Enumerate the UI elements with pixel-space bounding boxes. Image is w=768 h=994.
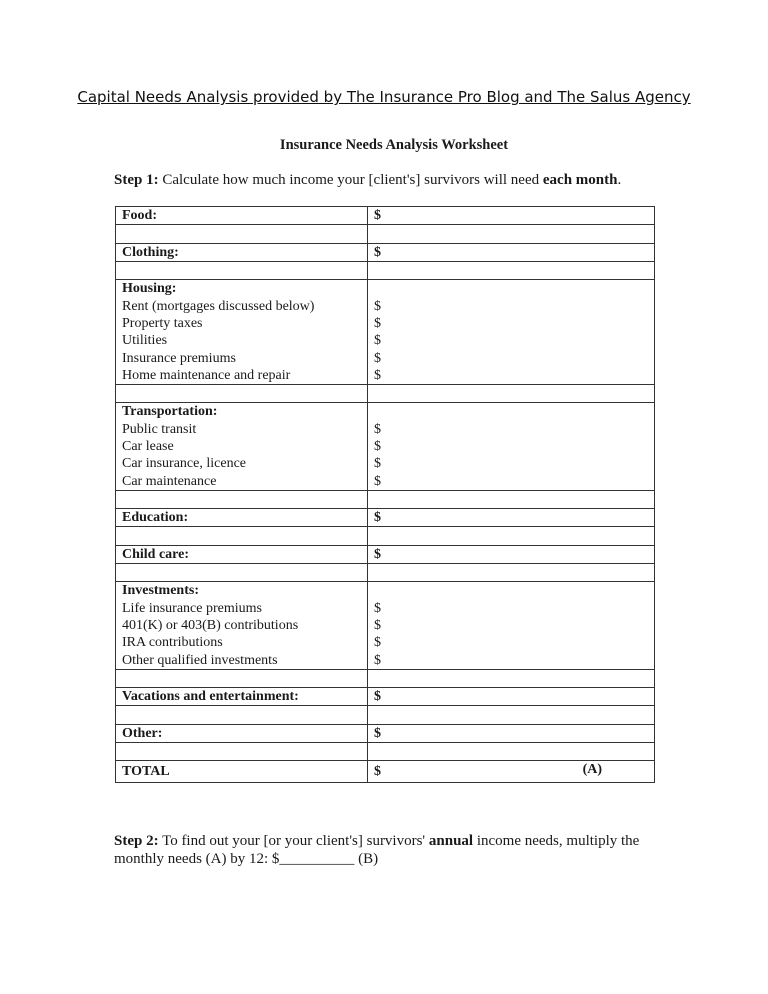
row-property-taxes-value[interactable]: $ (368, 315, 655, 332)
row-other-label: Other: (116, 724, 368, 742)
row-public-transit (116, 421, 655, 438)
row-investments-heading-value (368, 582, 655, 600)
row-life-insurance-premiums (116, 600, 655, 617)
row-other (116, 724, 655, 742)
row-ira-contributions (116, 634, 655, 651)
row-other-value[interactable]: $ (368, 724, 655, 742)
row-clothing-label: Clothing: (116, 243, 368, 261)
spacer-row-label (116, 742, 368, 760)
spacer-row (116, 225, 655, 243)
row-rent-mortgages-discussed-below (116, 297, 655, 314)
row-education-value[interactable]: $ (368, 509, 655, 527)
row-car-maintenance-label: Car maintenance (116, 472, 368, 490)
row-ira-contributions-value[interactable]: $ (368, 634, 655, 651)
row-car-lease (116, 438, 655, 455)
row-food-label: Food: (116, 207, 368, 225)
step1-end: . (617, 172, 622, 188)
row-rent-mortgages-discussed-below-value[interactable]: $ (368, 297, 655, 314)
row-401-k-or-403-b-contributions-value[interactable]: $ (368, 617, 655, 634)
spacer-row-label (116, 669, 368, 687)
row-insurance-premiums-label: Insurance premiums (116, 349, 368, 366)
row-investments-heading-label: Investments: (116, 582, 368, 600)
row-other-qualified-investments-label: Other qualified investments (116, 651, 368, 669)
spacer-row (116, 527, 655, 545)
spacer-row-label (116, 261, 368, 279)
row-food (116, 207, 655, 225)
spacer-row-label (116, 490, 368, 508)
spacer-row-value (368, 563, 655, 581)
row-home-maintenance-and-repair-value[interactable]: $ (368, 367, 655, 385)
spacer-row-value (368, 742, 655, 760)
worksheet-table (115, 206, 655, 783)
spacer-row-value (368, 384, 655, 402)
row-housing-heading (116, 280, 655, 298)
spacer-row-label (116, 706, 368, 724)
spacer-row-label (116, 563, 368, 581)
row-car-insurance-licence (116, 455, 655, 472)
row-housing-heading-value (368, 280, 655, 298)
spacer-row-value (368, 669, 655, 687)
spacer-row (116, 261, 655, 279)
row-transportation-heading-value (368, 403, 655, 421)
row-public-transit-value[interactable]: $ (368, 421, 655, 438)
row-total-value[interactable]: $ (A) (368, 761, 655, 783)
row-life-insurance-premiums-label: Life insurance premiums (116, 600, 368, 617)
step2-text-part2: income needs, multiply the monthly needs (A) by 12: $__________ (B) (114, 833, 640, 867)
spacer-row (116, 384, 655, 402)
worksheet-title: Insurance Needs Analysis Worksheet (279, 137, 509, 153)
spacer-row-value (368, 527, 655, 545)
total-marker-a: (A) (582, 762, 602, 778)
step2-label: Step 2: (114, 833, 159, 849)
step1-label: Step 1: (114, 172, 159, 188)
row-car-maintenance-value[interactable]: $ (368, 472, 655, 490)
row-car-insurance-licence-label: Car insurance, licence (116, 455, 368, 472)
spacer-row (116, 669, 655, 687)
row-transportation-heading-label: Transportation: (116, 403, 368, 421)
row-car-insurance-licence-value[interactable]: $ (368, 455, 655, 472)
row-education-label: Education: (116, 509, 368, 527)
step2-instruction (114, 832, 674, 868)
row-property-taxes (116, 315, 655, 332)
step1-emphasis: each month (542, 172, 618, 188)
row-other-qualified-investments (116, 651, 655, 669)
row-food-value[interactable]: $ (368, 207, 655, 225)
row-utilities-label: Utilities (116, 332, 368, 349)
row-total-label: TOTAL (116, 761, 368, 783)
row-401-k-or-403-b-contributions-label: 401(K) or 403(B) contributions (116, 617, 368, 634)
row-public-transit-label: Public transit (116, 421, 368, 438)
step1-instruction (114, 172, 621, 189)
row-ira-contributions-label: IRA contributions (116, 634, 368, 651)
spacer-row (116, 563, 655, 581)
row-vacations-and-entertainment (116, 688, 655, 706)
spacer-row-value (368, 490, 655, 508)
row-other-qualified-investments-value[interactable]: $ (368, 651, 655, 669)
step2-emphasis: annual (428, 833, 474, 849)
row-child-care (116, 545, 655, 563)
spacer-row-value (368, 225, 655, 243)
spacer-row-label (116, 384, 368, 402)
spacer-row (116, 742, 655, 760)
row-transportation-heading (116, 403, 655, 421)
row-insurance-premiums-value[interactable]: $ (368, 349, 655, 366)
row-home-maintenance-and-repair-label: Home maintenance and repair (116, 367, 368, 385)
row-child-care-value[interactable]: $ (368, 545, 655, 563)
spacer-row (116, 706, 655, 724)
row-home-maintenance-and-repair (116, 367, 655, 385)
spacer-row-label (116, 225, 368, 243)
row-utilities (116, 332, 655, 349)
spacer-row-value (368, 706, 655, 724)
row-total (116, 761, 655, 783)
row-life-insurance-premiums-value[interactable]: $ (368, 600, 655, 617)
row-rent-mortgages-discussed-below-label: Rent (mortgages discussed below) (116, 297, 368, 314)
step2-text-part1: To find out your [or your client's] survivors' (158, 833, 429, 849)
row-utilities-value[interactable]: $ (368, 332, 655, 349)
row-child-care-label: Child care: (116, 545, 368, 563)
row-car-maintenance (116, 472, 655, 490)
row-vacations-and-entertainment-value[interactable]: $ (368, 688, 655, 706)
row-clothing-value[interactable]: $ (368, 243, 655, 261)
row-property-taxes-label: Property taxes (116, 315, 368, 332)
row-car-lease-label: Car lease (116, 438, 368, 455)
row-education (116, 509, 655, 527)
spacer-row (116, 490, 655, 508)
step1-text: Calculate how much income your [client's] survivors will need (158, 172, 543, 188)
page-header-title: Capital Needs Analysis provided by The Insurance Pro Blog and The Salus Agency (77, 88, 691, 106)
row-housing-heading-label: Housing: (116, 280, 368, 298)
spacer-row-value (368, 261, 655, 279)
row-insurance-premiums (116, 349, 655, 366)
row-vacations-and-entertainment-label: Vacations and entertainment: (116, 688, 368, 706)
row-investments-heading (116, 582, 655, 600)
row-401-k-or-403-b-contributions (116, 617, 655, 634)
spacer-row-label (116, 527, 368, 545)
row-car-lease-value[interactable]: $ (368, 438, 655, 455)
row-clothing (116, 243, 655, 261)
